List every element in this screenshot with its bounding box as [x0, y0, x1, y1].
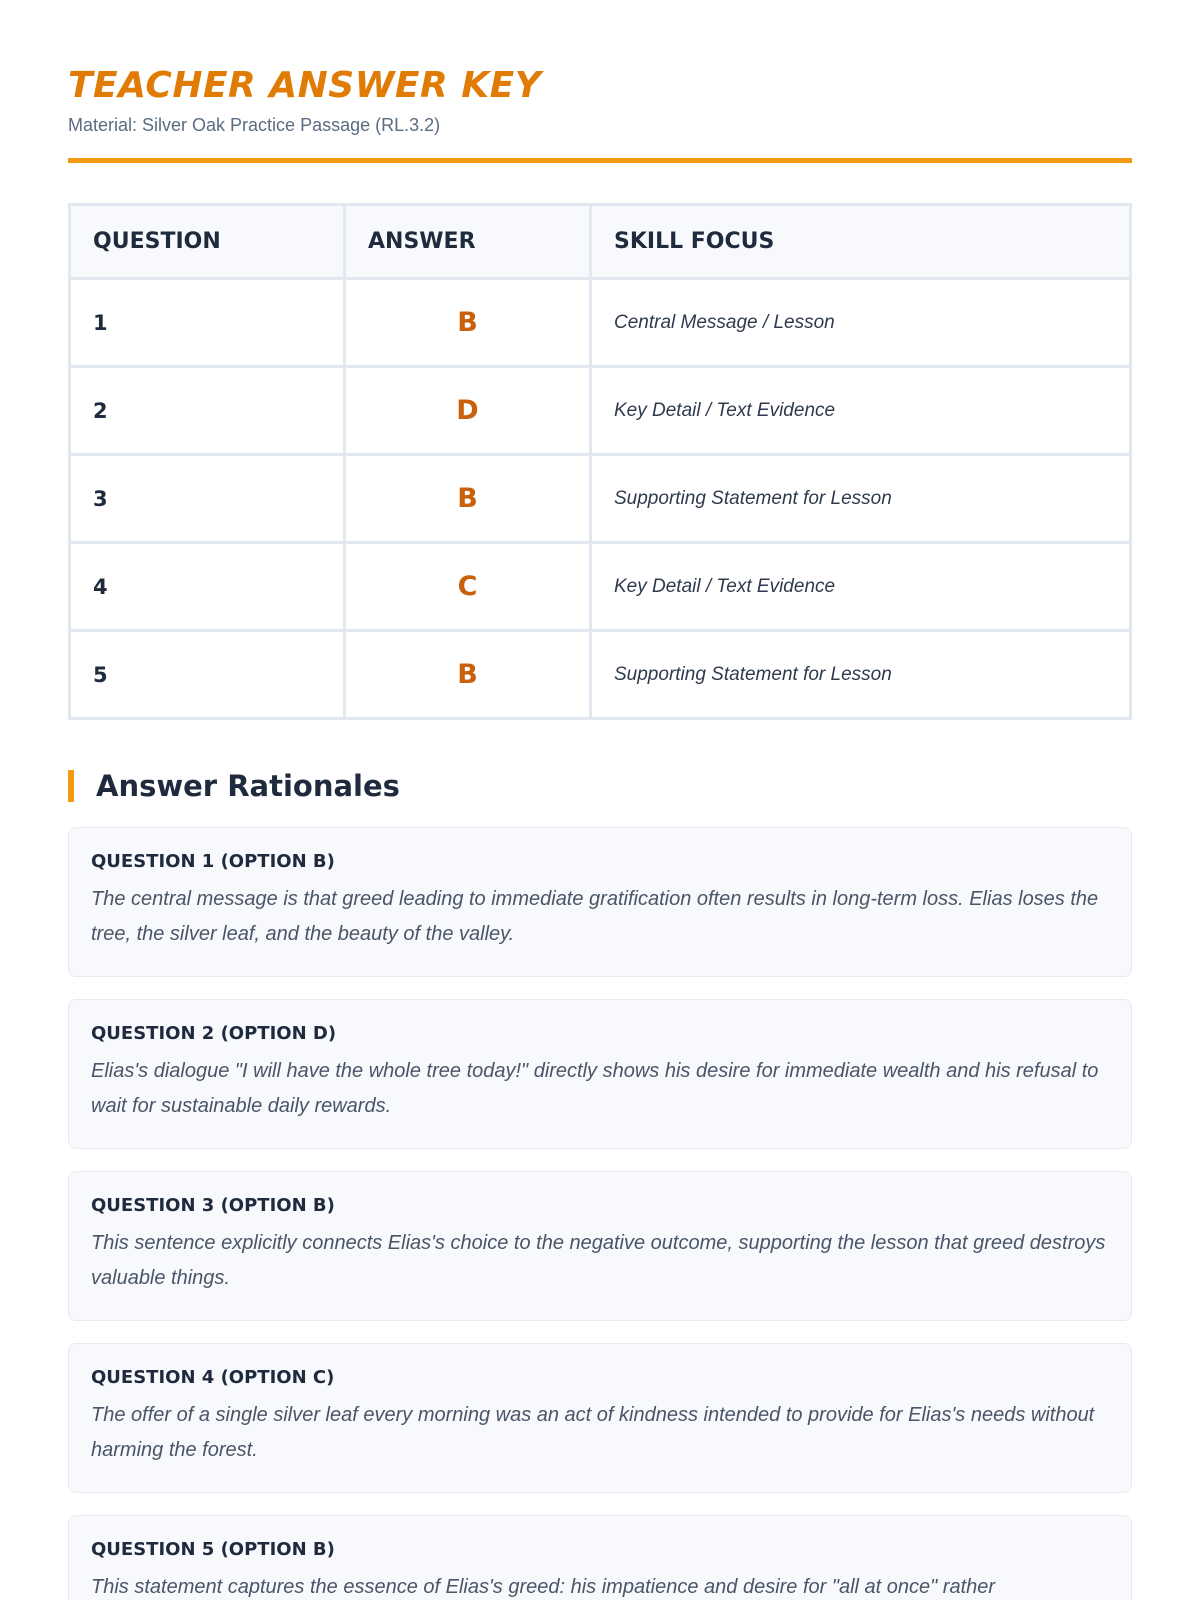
answer-table	[68, 203, 1132, 720]
rationale-label: QUESTION 4 (OPTION C)	[91, 1367, 335, 1388]
rationale-card	[68, 999, 1132, 1149]
answer-letter: C	[345, 543, 591, 631]
rationale-label: QUESTION 5 (OPTION B)	[91, 1539, 335, 1560]
rationale-label: QUESTION 3 (OPTION B)	[91, 1195, 335, 1216]
column-header-question: QUESTION	[70, 205, 345, 279]
rationale-text: The central message is that greed leading to immediate gratification often results in long-term loss. Elias loses the tree, the silver leaf, and the beauty of the valley.	[91, 888, 1099, 945]
skill-focus: Supporting Statement for Lesson	[591, 455, 1131, 543]
answer-letter: B	[345, 455, 591, 543]
answer-letter: B	[345, 279, 591, 367]
rationale-card	[68, 1171, 1132, 1321]
section-accent-bar	[68, 770, 74, 802]
page-title: TEACHER ANSWER KEY	[68, 65, 542, 106]
skill-focus: Key Detail / Text Evidence	[591, 367, 1131, 455]
column-header-answer: ANSWER	[345, 205, 591, 279]
skill-focus: Supporting Statement for Lesson	[591, 631, 1131, 719]
rationale-text: The offer of a single silver leaf every morning was an act of kindness intended to provide for Elias's needs without harming the forest.	[91, 1404, 1095, 1461]
rationale-text: This statement captures the essence of Elias's greed: his impatience and desire for "all at once" rather	[91, 1576, 996, 1598]
question-number: 1	[70, 279, 345, 367]
table-row	[70, 543, 1131, 631]
rationales-heading	[68, 770, 1132, 802]
page-subtitle: Material: Silver Oak Practice Passage (RL.3.2)	[68, 115, 441, 135]
question-number: 4	[70, 543, 345, 631]
rationale-text: This sentence explicitly connects Elias's choice to the negative outcome, supporting the lesson that greed destroys valuable things.	[91, 1232, 1106, 1289]
table-row	[70, 279, 1131, 367]
rationale-card	[68, 827, 1132, 977]
table-row	[70, 367, 1131, 455]
table-row	[70, 455, 1131, 543]
question-number: 3	[70, 455, 345, 543]
question-number: 2	[70, 367, 345, 455]
column-header-skill-focus: SKILL FOCUS	[591, 205, 1131, 279]
rationale-card	[68, 1343, 1132, 1493]
page-header	[68, 0, 1132, 163]
answer-letter: B	[345, 631, 591, 719]
table-header-row	[70, 205, 1131, 279]
rationales-title: Answer Rationales	[96, 769, 400, 803]
table-row	[70, 631, 1131, 719]
rationale-text: Elias's dialogue "I will have the whole tree today!" directly shows his desire for immediate wealth and his refusal to wait for sustainable daily rewards.	[91, 1060, 1099, 1117]
rationale-card	[68, 1515, 1132, 1600]
skill-focus: Key Detail / Text Evidence	[591, 543, 1131, 631]
question-number: 5	[70, 631, 345, 719]
answer-letter: D	[345, 367, 591, 455]
rationale-label: QUESTION 1 (OPTION B)	[91, 851, 335, 872]
rationale-label: QUESTION 2 (OPTION D)	[91, 1023, 337, 1044]
skill-focus: Central Message / Lesson	[591, 279, 1131, 367]
